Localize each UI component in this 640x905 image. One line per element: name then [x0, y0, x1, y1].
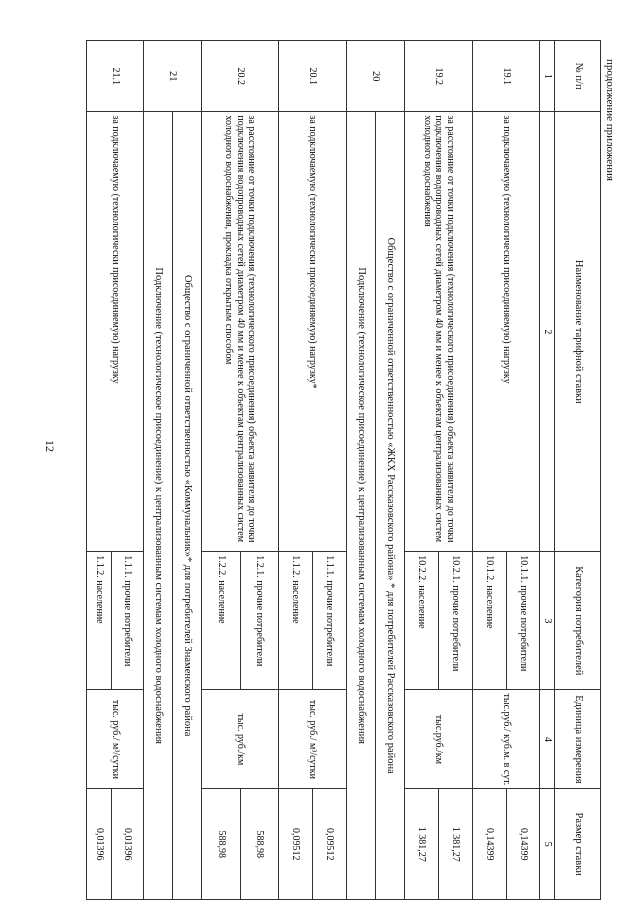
connection-title: Подключение (технологическое присоединение) к централизованным системам холодного водоснабжения	[143, 112, 172, 900]
table-row	[506, 41, 540, 900]
row-unit: тыс. руб./км	[202, 690, 279, 789]
row-name: за подключаемую (технологически присоединяемую) нагрузку	[87, 112, 144, 552]
table-row	[439, 41, 473, 900]
row-unit: тыс. руб./ м³/сутки	[87, 690, 144, 789]
table-row	[111, 41, 143, 900]
header-num: № п/п	[555, 41, 601, 112]
row-name: за подключаемую (технологически присоединяемую) нагрузку	[472, 112, 540, 552]
header-unit: Единица измерения	[555, 690, 601, 789]
row-num: 20	[346, 41, 405, 112]
row-value: 0,01396	[87, 789, 112, 900]
organization-title: Общество с ограниченной ответственностью «ЖКХ Рассказовского района» * для потребителей Рассказовского района	[375, 112, 404, 900]
table-row	[375, 41, 404, 900]
row-value: 588,98	[202, 789, 240, 900]
table-row	[172, 41, 201, 900]
header-category: Категория потребителей	[555, 552, 601, 690]
col-number-4: 4	[540, 690, 555, 789]
row-category: 1.1.2. население	[278, 552, 312, 690]
continuation-note: продолжение приложения	[604, 59, 616, 181]
header-rate: Размер ставки	[555, 789, 601, 900]
row-value: 0,14399	[472, 789, 506, 900]
row-name: за подключаемую (технологически присоединяемую) нагрузку*	[278, 112, 346, 552]
row-category: 10.1.2. население	[472, 552, 506, 690]
col-number-3: 3	[540, 552, 555, 690]
organization-title: Общество с ограниченной ответственностью «Коммунальник»* для потребителей Знаменского района	[172, 112, 201, 900]
row-category: 1.2.1. прочие потребители	[240, 552, 278, 690]
page-number: 12	[43, 440, 57, 452]
row-category: 10.2.2. население	[405, 552, 439, 690]
row-value: 0,01396	[111, 789, 143, 900]
tariff-table	[86, 40, 601, 900]
row-num: 19.1	[472, 41, 540, 112]
row-name: за расстояние от точки подключения (технологического присоединения) объекта заявителя до точки подключения водопроводных сетей диаметром 40 мм и менее к объектам централизованных систем холодного водоснабжения	[405, 112, 473, 552]
rotated-table-container	[86, 40, 601, 900]
row-value: 588,98	[240, 789, 278, 900]
row-value: 1 381,27	[439, 789, 473, 900]
row-num: 19.2	[405, 41, 473, 112]
row-value: 0,09512	[278, 789, 312, 900]
row-category: 1.1.1. прочие потребители	[312, 552, 346, 690]
row-unit: тыс.руб./км	[405, 690, 473, 789]
row-value: 0,14399	[506, 789, 540, 900]
table-row	[240, 41, 278, 900]
row-category: 10.1.1. прочие потребители	[506, 552, 540, 690]
row-value: 1 381,27	[405, 789, 439, 900]
col-number-1: 1	[540, 41, 555, 112]
connection-title: Подключение (технологическое присоединение) к централизованным системам холодного водоснабжения	[346, 112, 375, 900]
row-num: 20.1	[278, 41, 346, 112]
table-row	[143, 41, 172, 900]
row-category: 1.1.2. население	[87, 552, 112, 690]
row-num: 20.2	[202, 41, 279, 112]
row-category: 1.2.2. население	[202, 552, 240, 690]
header-name: Наименование тарифной ставки	[555, 112, 601, 552]
row-name: за расстояние от точки подключения (технологического присоединения) объекта заявителя до точки подключения водопроводных сетей диаметром 40 мм и менее к объектам централизованных систем холодного водоснабжения, прокладка открытым способом	[202, 112, 279, 552]
row-unit: тыс.руб./ куб.м. в сут.	[472, 690, 540, 789]
row-unit: тыс. руб./ м³/сутки	[278, 690, 346, 789]
table-row	[346, 41, 375, 900]
row-num: 21	[143, 41, 202, 112]
row-category: 1.1.1. прочие потребители	[111, 552, 143, 690]
row-num: 21.1	[87, 41, 144, 112]
row-category: 10.2.1. прочие потребители	[439, 552, 473, 690]
col-number-2: 2	[540, 112, 555, 552]
table-row	[312, 41, 346, 900]
row-value: 0,09512	[312, 789, 346, 900]
col-number-5: 5	[540, 789, 555, 900]
